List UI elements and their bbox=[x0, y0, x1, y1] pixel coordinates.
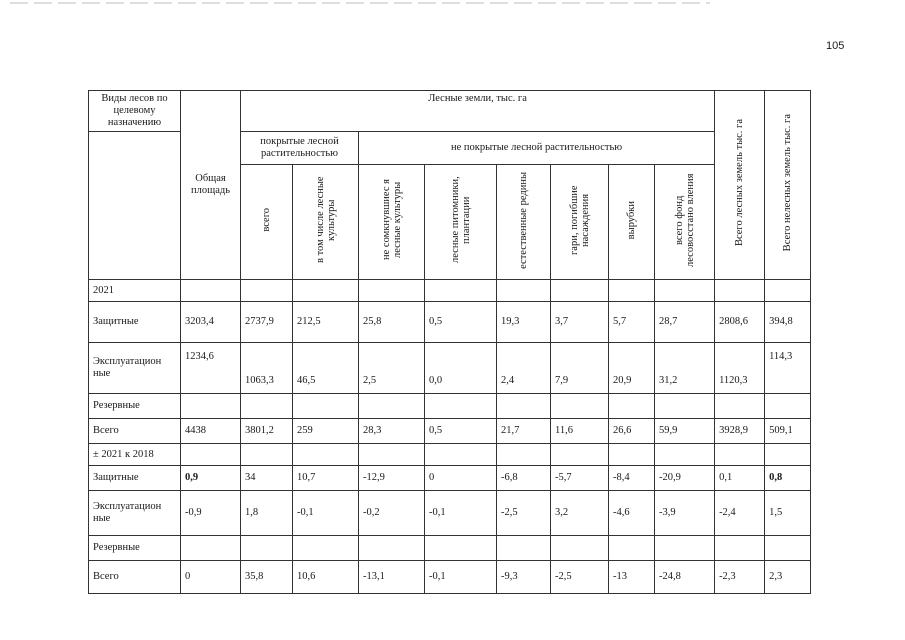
empty-cell bbox=[181, 280, 241, 302]
value-cell: 4438 bbox=[181, 419, 241, 444]
value-cell bbox=[241, 536, 293, 561]
value-cell bbox=[293, 394, 359, 419]
value-cell: 0,9 bbox=[181, 466, 241, 491]
value-cell: -3,9 bbox=[655, 491, 715, 536]
empty-cell bbox=[293, 444, 359, 466]
value-cell: 34 bbox=[241, 466, 293, 491]
value-cell: 0,5 bbox=[425, 419, 497, 444]
value-cell: 10,6 bbox=[293, 561, 359, 594]
value-cell: -24,8 bbox=[655, 561, 715, 594]
section-label: 2021 bbox=[89, 280, 181, 302]
value-cell bbox=[551, 536, 609, 561]
empty-cell bbox=[181, 444, 241, 466]
scan-artifact-line bbox=[10, 2, 710, 4]
value-cell bbox=[359, 394, 425, 419]
value-cell: 0,0 bbox=[425, 343, 497, 394]
row-name: Всего bbox=[89, 561, 181, 594]
value-cell bbox=[551, 394, 609, 419]
empty-cell bbox=[765, 280, 811, 302]
header-sub-nurseries: лесные питомники, плантации bbox=[425, 165, 497, 280]
value-cell: 2808,6 bbox=[715, 302, 765, 343]
value-cell: 212,5 bbox=[293, 302, 359, 343]
value-cell: 3203,4 bbox=[181, 302, 241, 343]
value-cell bbox=[765, 536, 811, 561]
table-row bbox=[89, 466, 811, 491]
empty-cell bbox=[655, 280, 715, 302]
section-row bbox=[89, 444, 811, 466]
value-cell: -13 bbox=[609, 561, 655, 594]
empty-cell bbox=[609, 280, 655, 302]
value-cell: 46,5 bbox=[293, 343, 359, 394]
empty-cell bbox=[425, 280, 497, 302]
empty-cell bbox=[655, 444, 715, 466]
value-cell: -2,3 bbox=[715, 561, 765, 594]
row-name: Защитные bbox=[89, 466, 181, 491]
value-cell: 21,7 bbox=[497, 419, 551, 444]
value-cell: 2737,9 bbox=[241, 302, 293, 343]
value-cell bbox=[715, 394, 765, 419]
value-cell: 3,7 bbox=[551, 302, 609, 343]
row-name: Резервные bbox=[89, 536, 181, 561]
value-cell bbox=[765, 394, 811, 419]
value-cell: 3,2 bbox=[551, 491, 609, 536]
row-name: Защитные bbox=[89, 302, 181, 343]
value-cell: 10,7 bbox=[293, 466, 359, 491]
header-sub-total: всего bbox=[241, 165, 293, 280]
header-blank bbox=[89, 132, 181, 280]
empty-cell bbox=[359, 444, 425, 466]
value-cell: 3928,9 bbox=[715, 419, 765, 444]
value-cell bbox=[655, 536, 715, 561]
row-name: Резервные bbox=[89, 394, 181, 419]
value-cell bbox=[425, 394, 497, 419]
value-cell: 2,5 bbox=[359, 343, 425, 394]
table-row bbox=[89, 491, 811, 536]
empty-cell bbox=[765, 444, 811, 466]
value-cell: -0,2 bbox=[359, 491, 425, 536]
header-sub-natural-sparse: естественные редины bbox=[497, 165, 551, 280]
value-cell: 509,1 bbox=[765, 419, 811, 444]
row-name: Эксплуатацион ные bbox=[89, 491, 181, 536]
value-cell: -0,9 bbox=[181, 491, 241, 536]
table-row bbox=[89, 343, 811, 394]
value-cell bbox=[425, 536, 497, 561]
value-cell: -0,1 bbox=[425, 491, 497, 536]
value-cell: 11,6 bbox=[551, 419, 609, 444]
table-row bbox=[89, 419, 811, 444]
value-cell: 114,3 bbox=[765, 343, 811, 394]
row-name: Эксплуатацион ные bbox=[89, 343, 181, 394]
value-cell bbox=[715, 536, 765, 561]
value-cell bbox=[497, 536, 551, 561]
value-cell: 26,6 bbox=[609, 419, 655, 444]
value-cell: 0 bbox=[181, 561, 241, 594]
empty-cell bbox=[715, 444, 765, 466]
empty-cell bbox=[425, 444, 497, 466]
value-cell: 5,7 bbox=[609, 302, 655, 343]
value-cell: -2,4 bbox=[715, 491, 765, 536]
header-sub-forest-cultures: в том числе лесные культуры bbox=[293, 165, 359, 280]
value-cell bbox=[655, 394, 715, 419]
empty-cell bbox=[497, 280, 551, 302]
forest-lands-table bbox=[88, 90, 811, 594]
row-name: Всего bbox=[89, 419, 181, 444]
value-cell: 1,8 bbox=[241, 491, 293, 536]
value-cell: 19,3 bbox=[497, 302, 551, 343]
value-cell: -2,5 bbox=[497, 491, 551, 536]
value-cell: 0 bbox=[425, 466, 497, 491]
empty-cell bbox=[241, 444, 293, 466]
empty-cell bbox=[551, 280, 609, 302]
value-cell: 31,2 bbox=[655, 343, 715, 394]
empty-cell bbox=[715, 280, 765, 302]
table-row bbox=[89, 561, 811, 594]
header-forest-lands: Лесные земли, тыс. га bbox=[241, 91, 715, 132]
value-cell: 259 bbox=[293, 419, 359, 444]
value-cell: 28,3 bbox=[359, 419, 425, 444]
value-cell: 35,8 bbox=[241, 561, 293, 594]
value-cell: -12,9 bbox=[359, 466, 425, 491]
value-cell bbox=[181, 394, 241, 419]
value-cell: 2,4 bbox=[497, 343, 551, 394]
header-forest-type: Виды лесов по целевому назначению bbox=[89, 91, 181, 132]
header-total-forest-lands: Всего лесных земель тыс. га bbox=[715, 91, 765, 280]
value-cell bbox=[293, 536, 359, 561]
value-cell: -20,9 bbox=[655, 466, 715, 491]
empty-cell bbox=[293, 280, 359, 302]
header-sub-reforestation-total: всего фонд лесовосстано вления bbox=[655, 165, 715, 280]
value-cell: 394,8 bbox=[765, 302, 811, 343]
header-not-covered: не покрытые лесной растительностью bbox=[359, 132, 715, 165]
value-cell: -9,3 bbox=[497, 561, 551, 594]
value-cell: -4,6 bbox=[609, 491, 655, 536]
value-cell: -5,7 bbox=[551, 466, 609, 491]
empty-cell bbox=[241, 280, 293, 302]
empty-cell bbox=[497, 444, 551, 466]
value-cell: 0,1 bbox=[715, 466, 765, 491]
header-sub-clearings: вырубки bbox=[609, 165, 655, 280]
value-cell: 1063,3 bbox=[241, 343, 293, 394]
value-cell: -2,5 bbox=[551, 561, 609, 594]
table-row bbox=[89, 536, 811, 561]
value-cell: -8,4 bbox=[609, 466, 655, 491]
value-cell bbox=[359, 536, 425, 561]
header-total-area: Общая площадь bbox=[181, 91, 241, 280]
value-cell: 59,9 bbox=[655, 419, 715, 444]
value-cell: 7,9 bbox=[551, 343, 609, 394]
header-covered: покрытые лесной растительностью bbox=[241, 132, 359, 165]
table-row bbox=[89, 302, 811, 343]
value-cell: -13,1 bbox=[359, 561, 425, 594]
header-total-nonforest-lands: Всего нелесных земель тыс. га bbox=[765, 91, 811, 280]
empty-cell bbox=[359, 280, 425, 302]
value-cell: 0,5 bbox=[425, 302, 497, 343]
value-cell: 25,8 bbox=[359, 302, 425, 343]
value-cell: 0,8 bbox=[765, 466, 811, 491]
value-cell bbox=[609, 536, 655, 561]
header-sub-unclosed-cultures: не сомкнувшиес я лесные культуры bbox=[359, 165, 425, 280]
value-cell bbox=[181, 536, 241, 561]
value-cell: 1234,6 bbox=[181, 343, 241, 394]
value-cell: 3801,2 bbox=[241, 419, 293, 444]
header-sub-burnt-dead: гари, погибшие насаждения bbox=[551, 165, 609, 280]
value-cell bbox=[241, 394, 293, 419]
value-cell: 20,9 bbox=[609, 343, 655, 394]
value-cell: 1120,3 bbox=[715, 343, 765, 394]
value-cell bbox=[497, 394, 551, 419]
section-label: ± 2021 к 2018 bbox=[89, 444, 181, 466]
value-cell bbox=[609, 394, 655, 419]
value-cell: 1,5 bbox=[765, 491, 811, 536]
value-cell: -6,8 bbox=[497, 466, 551, 491]
empty-cell bbox=[551, 444, 609, 466]
table-row bbox=[89, 394, 811, 419]
value-cell: -0,1 bbox=[293, 491, 359, 536]
page-number: 105 bbox=[826, 40, 845, 52]
section-row bbox=[89, 280, 811, 302]
empty-cell bbox=[609, 444, 655, 466]
value-cell: 2,3 bbox=[765, 561, 811, 594]
value-cell: -0,1 bbox=[425, 561, 497, 594]
value-cell: 28,7 bbox=[655, 302, 715, 343]
